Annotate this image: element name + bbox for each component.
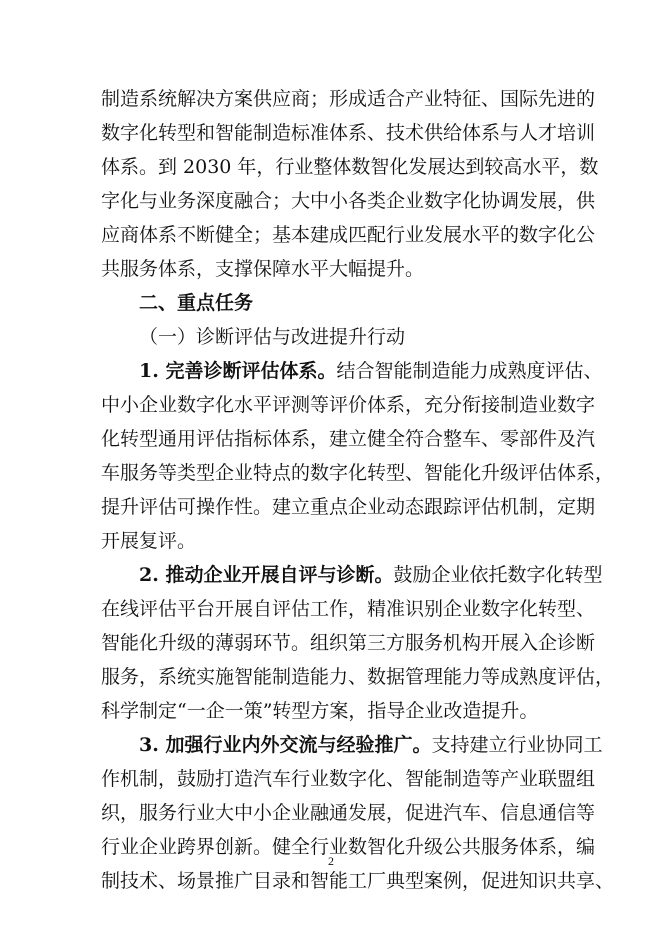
text-line: 字化与业务深度融合；大中小各类企业数字化协调发展，供 [101,190,596,212]
item-title: 2. 推动企业开展自评与诊断。 [139,564,394,586]
item-first-line [101,728,603,762]
text-line: 数字化转型和智能制造标准体系、技术供给体系与人才培训 [101,122,596,144]
text-line: 智能化升级的薄弱环节。组织第三方服务机构开展入企诊断 [101,632,596,654]
text-line: 在线评估平台开展自评估工作，精准识别企业数字化转型、 [101,598,596,620]
text-line: 织，服务行业大中小企业融通发展，促进汽车、信息通信等 [101,802,596,824]
item-text: 鼓励企业依托数字化转型 [393,564,603,586]
text-line: 应商体系不断健全；基本建成匹配行业发展水平的数字化公 [101,224,596,246]
item-first-line [101,354,603,388]
text-line: 服务，系统实施智能制造能力、数据管理能力等成熟度评估， [101,666,615,688]
text-line: 化转型通用评估指标体系，建立健全符合整车、零部件及汽 [101,428,596,450]
item-1 [101,354,615,558]
item-title: 1. 完善诊断评估体系。 [139,360,337,382]
intro-paragraph [101,82,599,286]
text-line: 作机制，鼓励打造汽车行业数字化、智能制造等产业联盟组 [101,768,596,790]
text-line: 制造系统解决方案供应商；形成适合产业特征、国际先进的 [101,88,596,110]
sub-heading: （一）诊断评估与改进提升行动 [139,326,406,348]
text-line: 制技术、场景推广目录和智能工厂典型案例，促进知识共享、 [101,870,615,892]
text-line: 提升评估可操作性。建立重点企业动态跟踪评估机制，定期 [101,496,596,518]
item-first-line [101,558,603,592]
section-heading: 二、重点任务 [139,292,254,314]
text-line: 共服务体系，支撑保障水平大幅提升。 [101,258,425,280]
text-line: 开展复评。 [101,530,197,552]
text-line: 行业企业跨界创新。健全行业数智化升级公共服务体系，编 [101,836,596,858]
text-line: 科学制定“一企一策”转型方案，指导企业改造提升。 [101,700,539,722]
page-number: 2 [328,854,334,868]
item-text: 支持建立行业协同工 [431,734,603,756]
text-line: 车服务等类型企业特点的数字化转型、智能化升级评估体系， [101,462,615,484]
item-title: 3. 加强行业内外交流与经验推广。 [139,734,432,756]
text-line: 体系。到 2030 年，行业整体数智化发展达到较高水平，数 [101,156,599,178]
item-2 [101,558,615,728]
document-body [101,82,615,898]
item-text: 结合智能制造能力成熟度评估、 [336,360,603,382]
text-line: 中小企业数字化水平评测等评价体系，充分衔接制造业数字 [101,394,596,416]
item-3 [101,728,615,898]
